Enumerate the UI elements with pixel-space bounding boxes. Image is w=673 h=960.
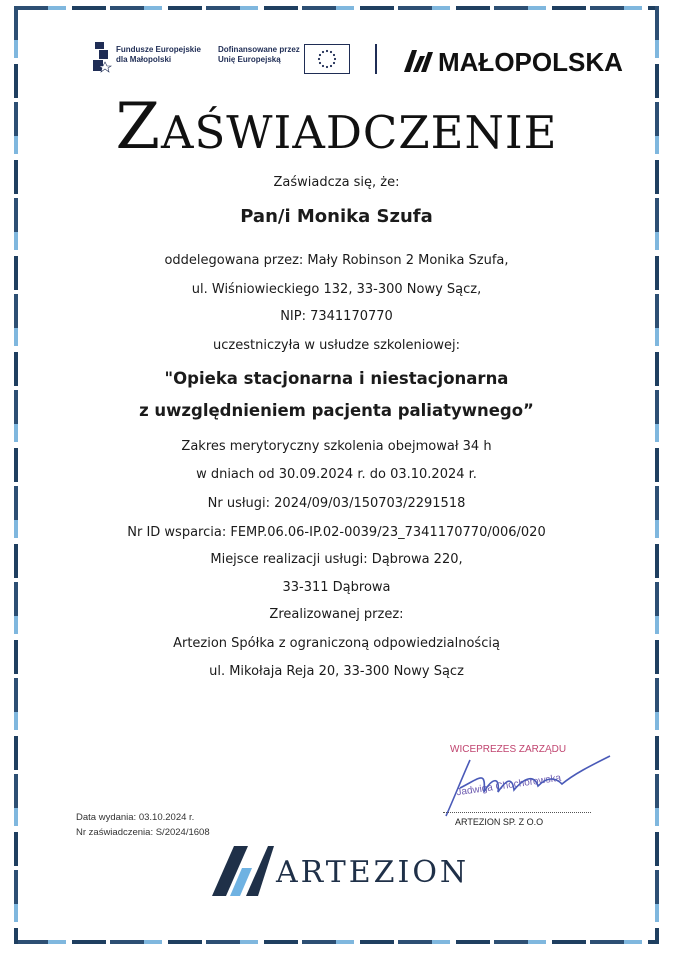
ue-label: Dofinansowane przez Unię Europejską xyxy=(218,45,300,64)
venue-line-2: 33-311 Dąbrowa xyxy=(282,580,391,595)
course-title-line-2: z uwzględnieniem pacjenta paliatywnego” xyxy=(139,401,534,420)
course-title-line-1: "Opieka stacjonarna i niestacjonarna xyxy=(164,369,509,388)
fundusze-europejskie-logo-icon xyxy=(92,40,112,74)
delegator-address: ul. Wiśniowieckiego 132, 33-300 Nowy Sącz, xyxy=(191,282,482,297)
malopolska-brand: MAŁOPOLSKA xyxy=(438,47,623,77)
certificate-number: Nr zaświadczenia: S/2024/1608 xyxy=(76,827,210,838)
training-dates: w dniach od 30.09.2024 r. do 03.10.2024 r. xyxy=(196,467,477,482)
issue-info xyxy=(76,810,210,840)
signature-line xyxy=(443,812,591,813)
realized-by-label: Zrealizowanej przez: xyxy=(269,607,404,622)
stamp-name: Jadwiga Chochorowska xyxy=(455,772,562,799)
participation-text: uczestniczyła w usłudze szkoleniowej: xyxy=(213,338,460,353)
signature-icon xyxy=(440,748,615,818)
artezion-brand: ARTEZION xyxy=(276,855,470,890)
eu-flag-icon xyxy=(304,44,350,74)
artezion-logo-icon xyxy=(212,846,274,896)
support-id: Nr ID wsparcia: FEMP.06.06-IP.02-0039/23_7341170770/006/020 xyxy=(127,525,546,540)
border-bottom xyxy=(14,940,659,944)
logo-separator xyxy=(375,44,377,74)
logo-bar xyxy=(92,40,623,80)
training-scope: Zakres merytoryczny szkolenia obejmował 34 h xyxy=(181,439,492,454)
organizer-address: ul. Mikołaja Reja 20, 33-300 Nowy Sącz xyxy=(209,664,464,679)
company-label: ARTEZION SP. Z O.O xyxy=(455,817,544,827)
organizer-name: Artezion Spółka z ograniczoną odpowiedzialnością xyxy=(173,636,500,651)
delegated-by: oddelegowana przez: Mały Robinson 2 Monika Szufa, xyxy=(164,253,509,268)
service-number: Nr usługi: 2024/09/03/150703/2291518 xyxy=(207,496,466,511)
border-top xyxy=(14,6,659,10)
malopolska-logo-icon xyxy=(404,50,434,72)
page-title: Zaświadczenie xyxy=(115,90,558,164)
intro-text: Zaświadcza się, że: xyxy=(273,175,400,190)
venue-line-1: Miejsce realizacji usługi: Dąbrowa 220, xyxy=(210,552,463,567)
nip-number: NIP: 7341170770 xyxy=(280,309,393,324)
recipient-name: Pan/i Monika Szufa xyxy=(240,206,433,227)
stamp-title: WICEPREZES ZARZĄDU xyxy=(450,744,567,755)
fe-label: Fundusze Europejskie dla Małopolski xyxy=(116,45,201,64)
issue-date: Data wydania: 03.10.2024 r. xyxy=(76,812,195,823)
